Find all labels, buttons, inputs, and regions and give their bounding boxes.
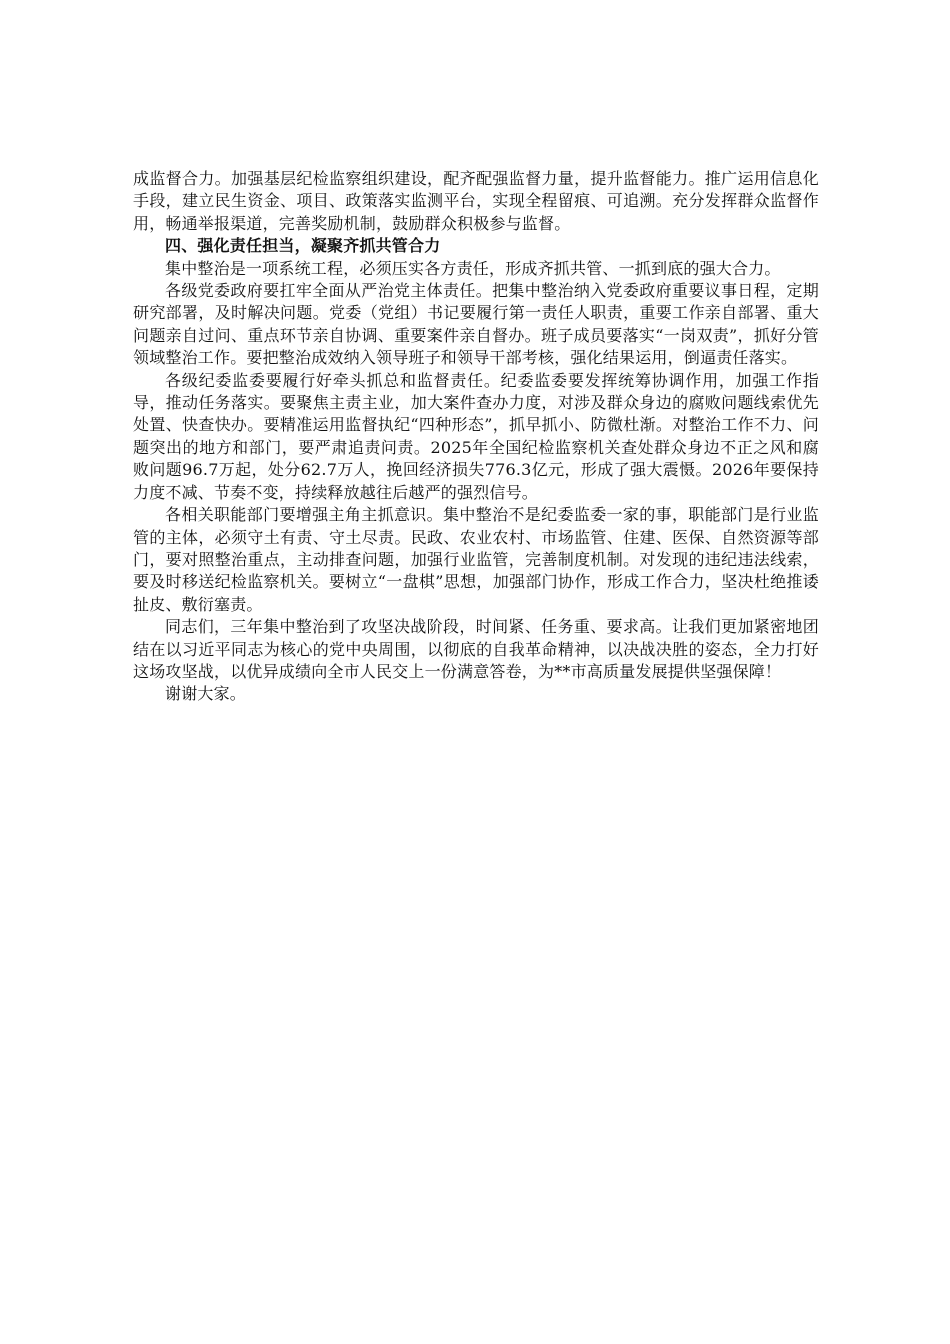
paragraph-discipline-commission-responsibility: 各级纪委监委要履行好牵头抓总和监督责任。纪委监委要发挥统筹协调作用，加强工作指导，推动任务落实。要聚焦主责主业，加大案件查办力度，对涉及群众身边的腐败问题线索优先处置、快查快办。要精准运用监督执纪“四种形态”，抓早抓小、防微杜渐。对整治工作不力、问题突出的地方和部门，要严肃追责问责。2025年全国纪检监察机关查处群众身边不正之风和腐败问题96.7万起，处分62.7万人，挽回经济损失776.3亿元，形成了强大震慑。2026年要保持力度不减、节奏不变，持续释放越往后越严的强烈信号。: [133, 370, 819, 502]
document-page: [133, 168, 819, 706]
paragraph-functional-departments: 各相关职能部门要增强主角主抓意识。集中整治不是纪委监委一家的事，职能部门是行业监管的主体，必须守土有责、守土尽责。民政、农业农村、市场监管、住建、医保、自然资源等部门，要对照整治重点，主动排查问题，加强行业监管，完善制度机制。对发现的违纪违法线索，要及时移送纪检监察机关。要树立“一盘棋”思想，加强部门协作，形成工作合力，坚决杜绝推诿扯皮、敷衍塞责。: [133, 505, 819, 614]
section-heading-four: 四、强化责任担当，凝聚齐抓共管合力: [165, 236, 441, 256]
paragraph-supervision-continuation: 成监督合力。加强基层纪检监察组织建设，配齐配强监督力量，提升监督能力。推广运用信息化手段，建立民生资金、项目、政策落实监测平台，实现全程留痕、可追溯。充分发挥群众监督作用，畅通举报渠道，完善奖励机制，鼓励群众积极参与监督。: [133, 169, 819, 233]
paragraph-closing-call: 同志们，三年集中整治到了攻坚决战阶段，时间紧、任务重、要求高。让我们更加紧密地团结在以习近平同志为核心的党中央周围，以彻底的自我革命精神，以决战决胜的姿态，全力打好这场攻坚战，以优异成绩向全市人民交上一份满意答卷，为**市高质量发展提供坚强保障！: [133, 617, 819, 681]
paragraph-party-committee-responsibility: 各级党委政府要扛牢全面从严治党主体责任。把集中整治纳入党委政府重要议事日程，定期研究部署，及时解决问题。党委（党组）书记要履行第一责任人职责，重要工作亲自部署、重大问题亲自过问、重点环节亲自协调、重要案件亲自督办。班子成员要落实“一岗双责”，抓好分管领域整治工作。要把整治成效纳入领导班子和领导干部考核，强化结果运用，倒逼责任落实。: [133, 281, 819, 368]
paragraph-thanks: 谢谢大家。: [165, 684, 247, 704]
paragraph-system-engineering: 集中整治是一项系统工程，必须压实各方责任，形成齐抓共管、一抓到底的强大合力。: [165, 258, 781, 278]
